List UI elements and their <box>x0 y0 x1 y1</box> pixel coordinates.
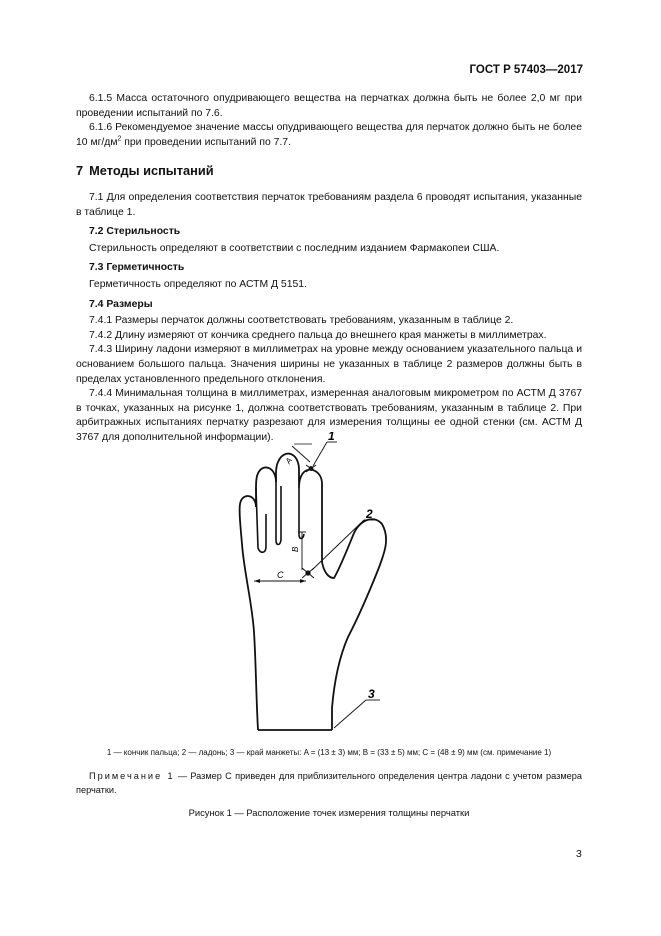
callout-1: 1 <box>328 432 335 443</box>
dimension-c-arrow-left <box>254 579 260 583</box>
paragraph-6-1-6-text: 6.1.6 Рекомендуемое значение массы опудривающего вещества для перчаток должно быть не более 10 мг/дм <box>76 122 582 148</box>
paragraph-6-1-6-tail: при проведении испытаний по 7.7. <box>121 136 291 148</box>
paragraph-7-4-2: 7.4.2 Длину измеряют от кончика среднего пальца до внешнего края манжеты в миллиметрах. <box>89 329 547 341</box>
callout-2-leader <box>312 520 364 570</box>
paragraph-7-4-3: 7.4.3 Ширину ладони измеряют в миллиметрах на уровне между основанием указательного пальца и основанием большого пальца. Значения ширины не указанных в таблице 2 размеров должны быть в пределах установленного предельного отклонения. <box>76 344 582 385</box>
paragraph-6-1-5: 6.1.5 Масса остаточного опудривающего вещества на перчатках должна быть не более 2,0 мг при проведении испытаний по 7.6. <box>76 93 582 119</box>
paragraph-7-2: Стерильность определяют в соответствии с последним изданием Фармакопеи США. <box>89 242 500 254</box>
paragraph-6-1-6 <box>76 121 582 150</box>
document-body <box>76 92 582 445</box>
dimension-c-label: C <box>277 570 284 580</box>
section-7-number: 7 <box>76 163 84 179</box>
figure-caption: Рисунок 1 — Расположение точек измерения толщины перчатки <box>188 807 470 818</box>
subheading-7-4: 7.4 Размеры <box>89 298 153 310</box>
page-number: 3 <box>576 848 582 860</box>
dimension-a-line <box>292 446 310 462</box>
section-7-heading <box>76 164 582 179</box>
callout-2: 2 <box>366 507 373 521</box>
paragraph-7-4-4: 7.4.4 Минимальная толщина в миллиметрах, измеренная аналоговым микрометром по АСТМ Д 3767 в точках, указанных на рисунке 1, должна соответствовать требованиям, указанным в таблице 2. При арбитражных испытаниях перчатку разрезают для измерения толщины ее одной стенки (см. АСТМ Д 3767 для дополнительной информации). <box>76 388 582 443</box>
glove-figure <box>230 432 390 742</box>
dimension-b-label: B <box>291 546 300 552</box>
dimension-c-arrow-right <box>300 579 306 583</box>
callout-1-leader <box>313 442 327 466</box>
glove-outline <box>240 454 386 730</box>
paragraph-7-4-1: 7.4.1 Размеры перчаток должны соответствовать требованиям, указанным в таблице 2. <box>89 315 514 327</box>
measurement-point-1 <box>306 465 316 472</box>
paragraph-7-1: 7.1 Для определения соответствия перчаток требованиям раздела 6 проводят испытания, указанные в таблице 1. <box>76 191 582 218</box>
note-label: Примечание 1 <box>89 771 175 781</box>
paragraph-7-3: Герметичность определяют по АСТМ Д 5151. <box>89 278 307 290</box>
superscript-2: 2 <box>117 135 122 143</box>
subheading-7-2: 7.2 Стерильность <box>89 226 181 238</box>
callout-3: 3 <box>368 687 375 701</box>
pinky-inner-line <box>256 488 266 552</box>
dimension-a-label: A <box>283 456 295 466</box>
subheading-7-3: 7.3 Герметичность <box>89 262 185 274</box>
callout-3-leader <box>334 700 366 728</box>
figure-legend: 1 — кончик пальца; 2 — ладонь; 3 — край манжеты: A = (13 ± 3) мм; B = (33 ± 5) мм; C = (48 ± 9) мм (см. примечание 1) <box>106 748 552 757</box>
section-7-title: Методы испытаний <box>89 163 214 179</box>
document-header: ГОСТ Р 57403—2017 <box>469 64 583 76</box>
note-text: — Размер C приведен для приблизительного определения центра ладони с учетом размера перчатки. <box>76 771 582 795</box>
figure-note <box>76 769 582 797</box>
